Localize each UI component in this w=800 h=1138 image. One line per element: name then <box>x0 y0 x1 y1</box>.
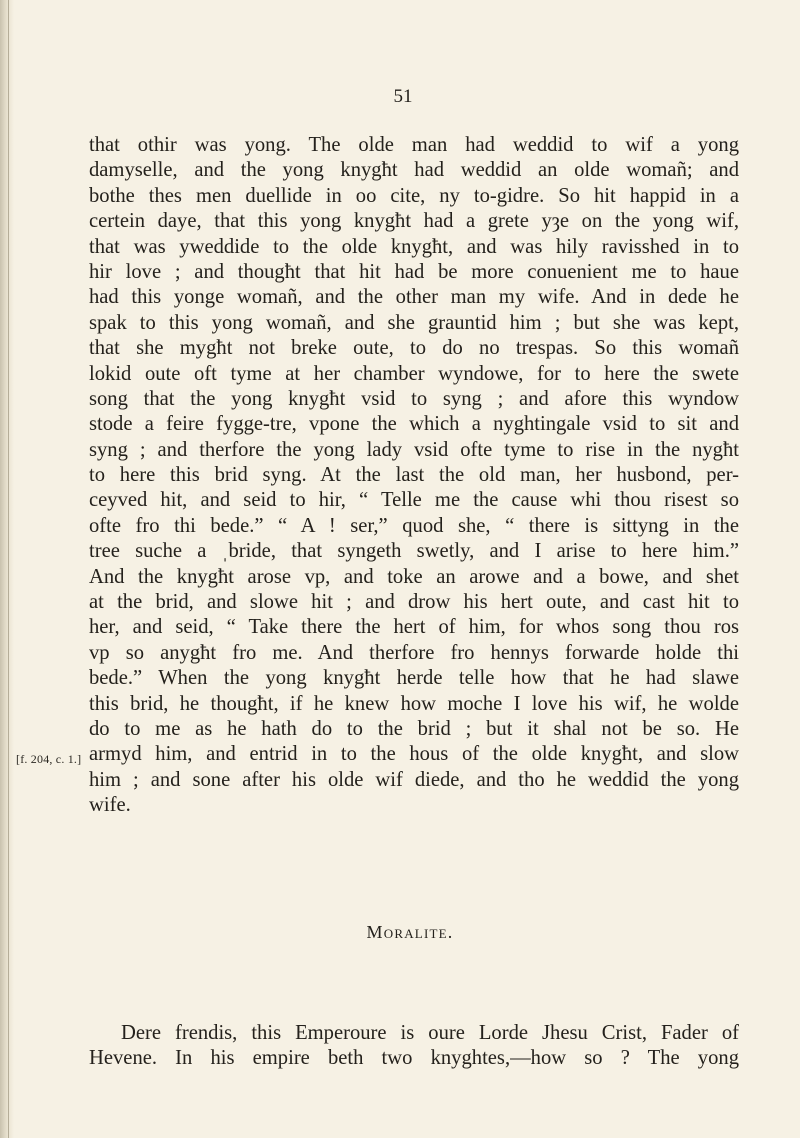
text-line: had this yonge womañ, and the other man my wife. And in dede he <box>89 286 739 309</box>
text-line: to here this brid syng. At the last the old man, her husbond, per- <box>89 464 739 487</box>
text-line: this brid, he thougħt, if he knew how moche I love his wif, he wolde <box>89 692 739 715</box>
text-line: ceyved hit, and seid to hir, “ Telle me the cause whi thou risest so <box>89 489 739 512</box>
text-line: song that the yong knygħt vsid to syng ; and afore this wyndow <box>89 387 739 410</box>
text-line: ofte fro thi bede.” “ A ! ser,” quod she, “ there is sittyng in the <box>89 514 739 537</box>
text-line: that was yweddide to the olde knygħt, and was hily ravisshed in to <box>89 235 739 258</box>
text-line: that othir was yong. The olde man had weddid to wif a yong <box>89 134 739 156</box>
text-line: certein daye, that this yong knygħt had a grete yȝe on the yong wif, <box>89 210 739 233</box>
text-line: do to me as he hath do to the brid ; but it shal not be so. He <box>89 717 739 740</box>
text-line: vp so anygħt fro me. And therfore fro hennys forwarde holde thi <box>89 641 739 664</box>
text-line: at the brid, and slowe hit ; and drow his hert oute, and cast hit to <box>89 591 739 614</box>
text-line: Hevene. In his empire beth two knyghtes,—how so ? The yong <box>89 1047 739 1070</box>
text-line: her, and seid, “ Take there the hert of him, for whos song thou ros <box>89 616 739 639</box>
text-line: him ; and sone after his olde wif diede, and tho he weddid the yong <box>89 768 739 791</box>
text-line: stode a feire fygge-tre, vpone the which a nyghtingale vsid to sit and <box>89 413 739 436</box>
text-line: damyselle, and the yong knygħt had weddid an olde womañ; and <box>89 159 739 182</box>
text-line: lokid oute oft tyme at her chamber wyndowe, for to here the swete <box>89 362 739 385</box>
text-line: syng ; and therfore the yong lady vsid ofte tyme to rise in the nygħt <box>89 438 739 461</box>
text-line: And the knygħt arose vp, and toke an arowe and a bowe, and shet <box>89 565 739 588</box>
text-line: tree suche a ˌbride, that syngeth swetly, and I arise to here him.” <box>89 540 739 563</box>
text-line: armyd him, and entrid in to the hous of the olde knygħt, and slow <box>89 743 739 766</box>
body-text-block <box>89 133 739 819</box>
page-gutter-shadow <box>0 0 14 1138</box>
text-line: wife. <box>89 794 131 817</box>
text-line: spak to this yong womañ, and she grauntid him ; but she was kept, <box>89 311 739 334</box>
moralite-text-block <box>89 1021 739 1072</box>
page-number: 51 <box>393 86 413 107</box>
text-line: bothe thes men duellide in oo cite, ny to-gidre. So hit happid in a <box>89 184 739 207</box>
margin-note: [f. 204, c. 1.] <box>16 752 82 766</box>
text-line: Dere frendis, this Emperoure is oure Lorde Jhesu Crist, Fader of <box>121 1022 739 1044</box>
page-gutter-line <box>8 0 9 1138</box>
section-heading: Moralite. <box>366 922 454 942</box>
text-line: hir love ; and thougħt that hit had be more conuenient me to haue <box>89 260 739 283</box>
text-line: that she mygħt not breke oute, to do no trespas. So this womañ <box>89 337 739 360</box>
text-line: bede.” When the yong knygħt herde telle how that he had slawe <box>89 667 739 690</box>
